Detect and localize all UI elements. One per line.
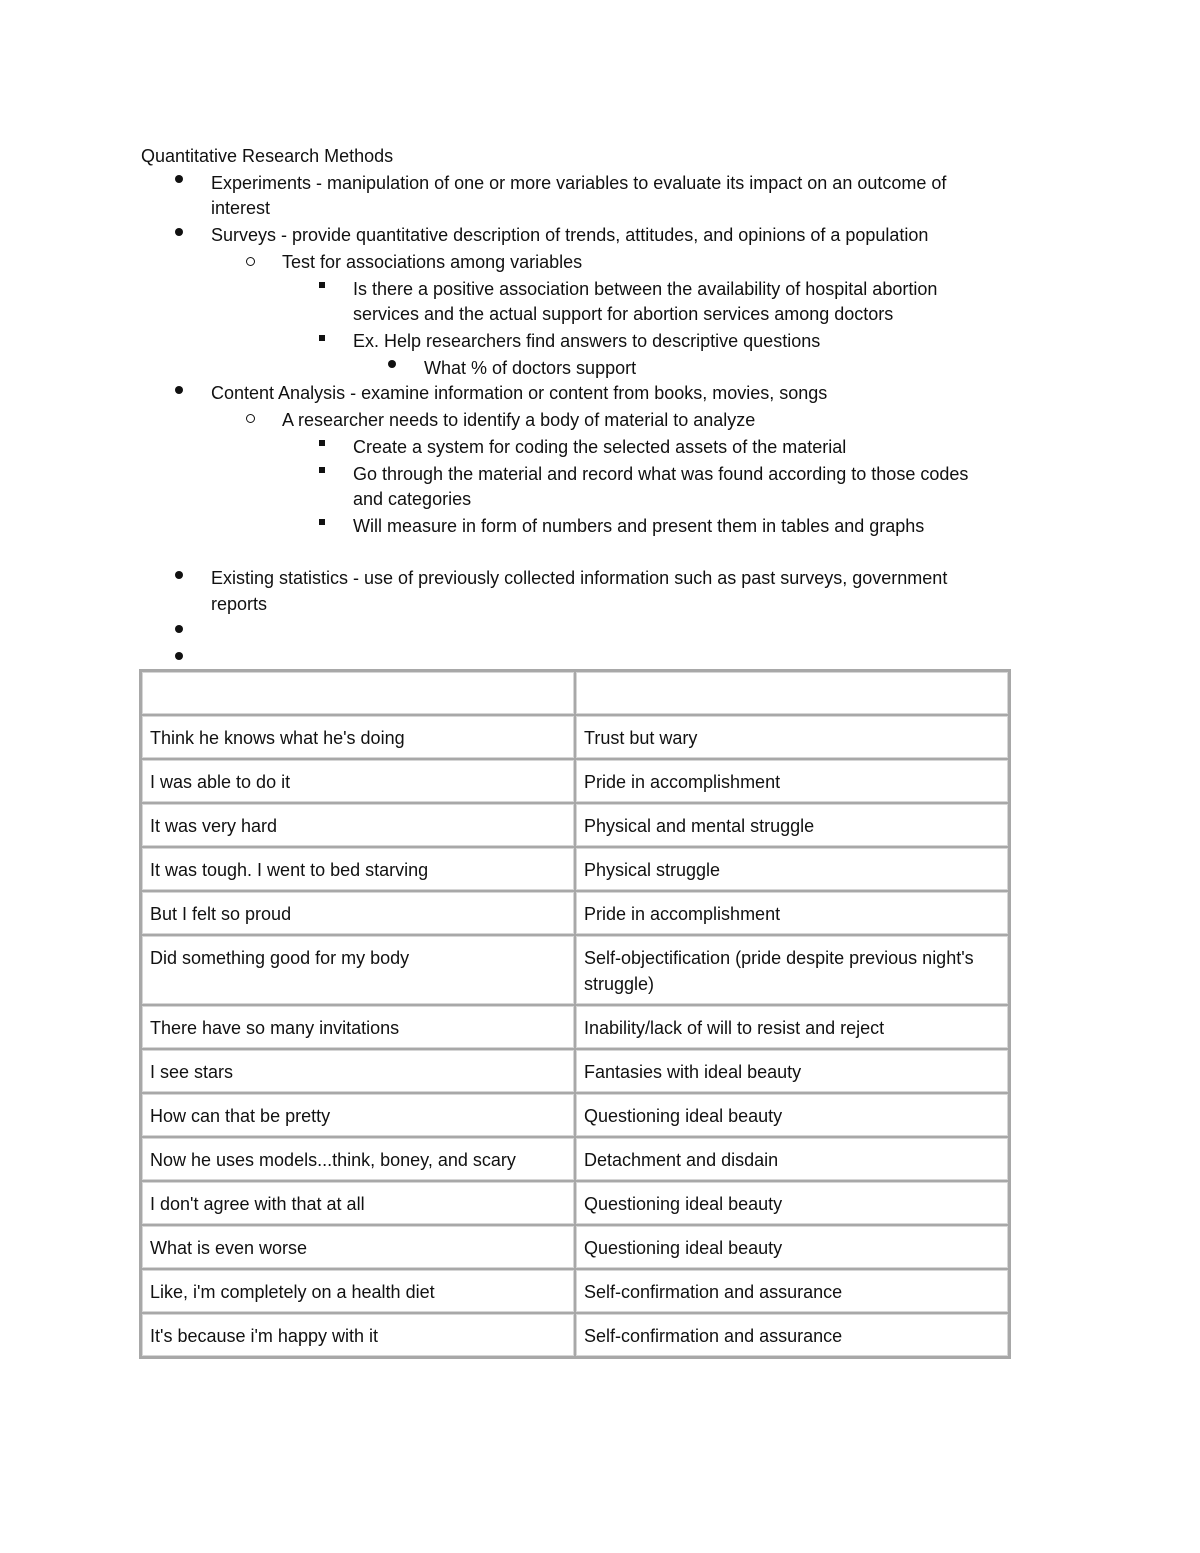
quote-cell: How can that be pretty <box>141 1093 575 1137</box>
page-title: Quantitative Research Methods <box>141 146 394 166</box>
table-row <box>141 1269 1009 1313</box>
table-header-row <box>141 671 1009 715</box>
quote-cell: Like, i'm completely on a health diet <box>141 1269 575 1313</box>
content-analysis-s2-cont: and categories <box>353 489 472 509</box>
bullet-square <box>319 272 325 298</box>
code-cell: Trust but wary <box>575 715 1009 759</box>
code-cell: Pride in accomplishment <box>575 759 1009 803</box>
code-cell: Pride in accomplishment <box>575 891 1009 935</box>
content-analysis-s3: Will measure in form of numbers and present them in tables and graphs <box>353 516 925 536</box>
surveys-sub: Test for associations among variables <box>282 252 583 272</box>
code-cell: Detachment and disdain <box>575 1137 1009 1181</box>
bullet-circle <box>246 248 255 274</box>
quote-cell: I was able to do it <box>141 759 575 803</box>
bullet-square <box>319 509 325 535</box>
code-cell: Physical struggle <box>575 847 1009 891</box>
code-cell: Questioning ideal beauty <box>575 1225 1009 1269</box>
bullet-circle <box>246 405 255 431</box>
bullet-square <box>319 457 325 483</box>
code-cell: Self-objectification (pride despite previous night's struggle) <box>575 935 1009 1005</box>
quote-cell: It's because i'm happy with it <box>141 1313 575 1357</box>
table-row <box>141 1049 1009 1093</box>
table-row <box>141 1137 1009 1181</box>
quote-cell: I see stars <box>141 1049 575 1093</box>
quote-cell: It was tough. I went to bed starving <box>141 847 575 891</box>
table-header-cell <box>141 671 575 715</box>
table-row <box>141 935 1009 1005</box>
bullet-square <box>319 430 325 456</box>
bullet-disc <box>175 377 183 403</box>
content-analysis-sub: A researcher needs to identify a body of material to analyze <box>282 410 756 430</box>
bullet-disc <box>175 219 183 245</box>
content-analysis-s2: Go through the material and record what was found according to those codes <box>353 464 969 484</box>
quote-cell: Think he knows what he's doing <box>141 715 575 759</box>
experiments-text: Experiments - manipulation of one or more variables to evaluate its impact on an outcome of <box>211 173 947 193</box>
table-row <box>141 1181 1009 1225</box>
table-row <box>141 1313 1009 1357</box>
code-cell: Self-confirmation and assurance <box>575 1313 1009 1357</box>
code-cell: Questioning ideal beauty <box>575 1093 1009 1137</box>
table-row <box>141 1005 1009 1049</box>
surveys-q1: Is there a positive association between the availability of hospital abortion <box>353 279 938 299</box>
quote-cell: Now he uses models...think, boney, and scary <box>141 1137 575 1181</box>
quote-cell: There have so many invitations <box>141 1005 575 1049</box>
experiments-text-cont: interest <box>211 198 271 218</box>
surveys-q2-sub: What % of doctors support <box>424 358 637 378</box>
content-analysis-text: Content Analysis - examine information or content from books, movies, songs <box>211 383 828 403</box>
table-header-cell <box>575 671 1009 715</box>
bullet-square <box>319 325 325 351</box>
existing-statistics-text: Existing statistics - use of previously collected information such as past surveys, government <box>211 568 948 588</box>
table-row <box>141 847 1009 891</box>
bullet-disc <box>175 562 183 588</box>
bullet-disc <box>175 166 183 192</box>
table-row <box>141 715 1009 759</box>
quote-cell: I don't agree with that at all <box>141 1181 575 1225</box>
bullet-disc-empty <box>175 616 183 642</box>
surveys-text: Surveys - provide quantitative description of trends, attitudes, and opinions of a population <box>211 225 929 245</box>
content-analysis-s1: Create a system for coding the selected assets of the material <box>353 437 847 457</box>
table-row <box>141 759 1009 803</box>
code-cell: Fantasies with ideal beauty <box>575 1049 1009 1093</box>
quote-cell: It was very hard <box>141 803 575 847</box>
table-row <box>141 803 1009 847</box>
table-row <box>141 1225 1009 1269</box>
surveys-q1-cont: services and the actual support for abortion services among doctors <box>353 304 894 324</box>
bullet-disc-empty <box>175 643 183 669</box>
coding-table <box>139 669 1011 1359</box>
table-row <box>141 1093 1009 1137</box>
code-cell: Physical and mental struggle <box>575 803 1009 847</box>
surveys-q2: Ex. Help researchers find answers to descriptive questions <box>353 331 821 351</box>
code-cell: Questioning ideal beauty <box>575 1181 1009 1225</box>
existing-statistics-text-cont: reports <box>211 594 268 614</box>
quote-cell: What is even worse <box>141 1225 575 1269</box>
table-row <box>141 891 1009 935</box>
code-cell: Self-confirmation and assurance <box>575 1269 1009 1313</box>
bullet-disc <box>388 351 396 377</box>
code-cell: Inability/lack of will to resist and reject <box>575 1005 1009 1049</box>
quote-cell: Did something good for my body <box>141 935 575 1005</box>
quote-cell: But I felt so proud <box>141 891 575 935</box>
